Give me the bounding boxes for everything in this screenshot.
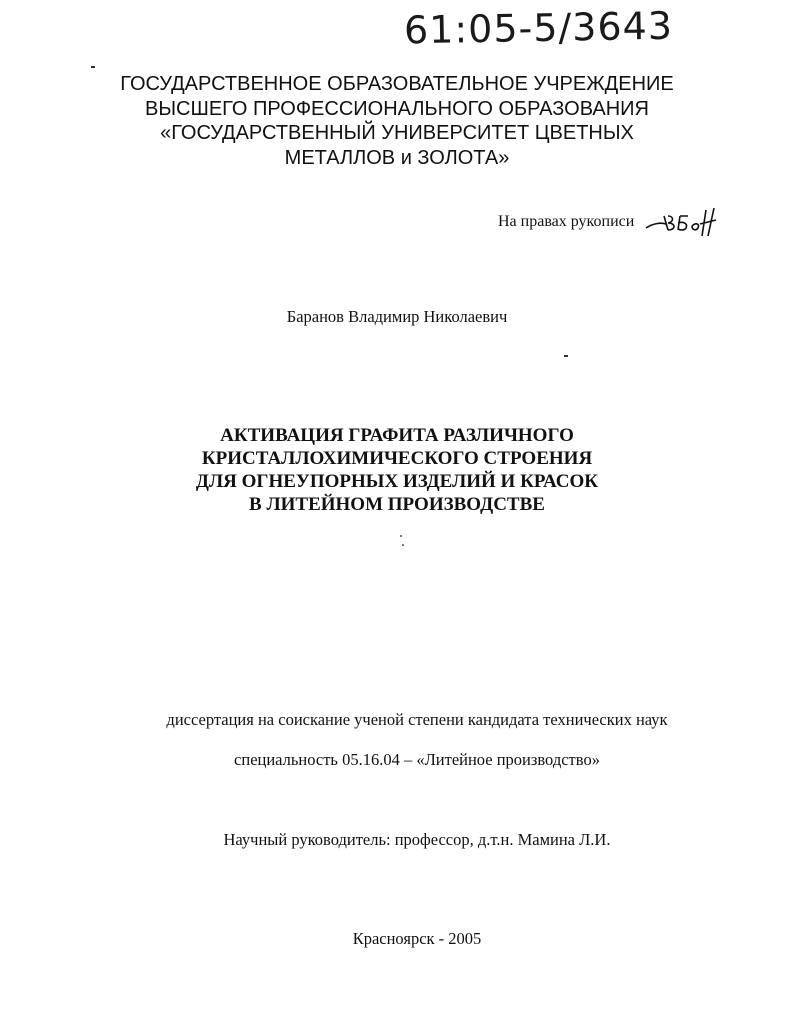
institution-line: ГОСУДАРСТВЕННОЕ ОБРАЗОВАТЕЛЬНОЕ УЧРЕЖДЕНИЕ	[120, 73, 674, 95]
supervisor: Научный руководитель: профессор, д.т.н. Мамина Л.И.	[223, 830, 611, 849]
title-line: АКТИВАЦИЯ ГРАФИТА РАЗЛИЧНОГО	[220, 425, 574, 446]
manuscript-rights-block	[498, 206, 722, 238]
title-line: В ЛИТЕЙНОМ ПРОИЗВОДСТВЕ	[249, 494, 545, 515]
manuscript-rights-text: На правах рукописи	[498, 213, 635, 230]
city-year: Красноярск - 2005	[352, 929, 482, 948]
institution-line: ВЫСШЕГО ПРОФЕССИОНАЛЬНОГО ОБРАЗОВАНИЯ	[145, 97, 649, 120]
title-line: ДЛЯ ОГНЕУПОРНЫХ ИЗДЕЛИЙ И КРАСОК	[195, 471, 599, 492]
institution-line: «ГОСУДАРСТВЕННЫЙ УНИВЕРСИТЕТ ЦВЕТНЫХ	[160, 122, 634, 144]
archive-code: 61:05-5/3643	[403, 3, 674, 53]
scan-speck	[402, 544, 404, 546]
degree-statement: диссертация на соискание ученой степени кандидата технических наук	[166, 710, 668, 729]
scan-speck	[91, 66, 95, 68]
author-name: Баранов Владимир Николаевич	[286, 307, 508, 326]
dissertation-title	[150, 424, 644, 516]
specialty: специальность 05.16.04 – «Литейное производство»	[234, 750, 600, 769]
institution-line: МЕТАЛЛОВ и ЗОЛОТА»	[284, 146, 510, 169]
title-line: КРИСТАЛЛОХИМИЧЕСКОГО СТРОЕНИЯ	[201, 448, 593, 469]
scan-speck	[400, 535, 402, 537]
scan-speck	[564, 355, 568, 357]
institution-name	[110, 72, 684, 170]
signature-icon	[642, 206, 722, 238]
